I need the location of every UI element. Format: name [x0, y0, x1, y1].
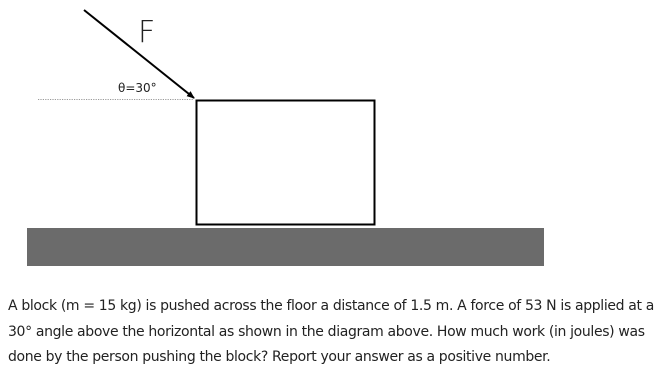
- angle-label: θ=30°: [118, 81, 157, 95]
- block: [197, 101, 375, 225]
- force-label: F: [138, 15, 156, 50]
- floor: [27, 228, 544, 266]
- question-text: A block (m = 15 kg) is pushed across the floor a distance of 1.5 m. A force of 53 N is applied at a 30° angle above the horizontal as shown in the diagram above. How much work (in joules) was done by the person pushing the block? Report your answer as a positive number.: [8, 298, 654, 365]
